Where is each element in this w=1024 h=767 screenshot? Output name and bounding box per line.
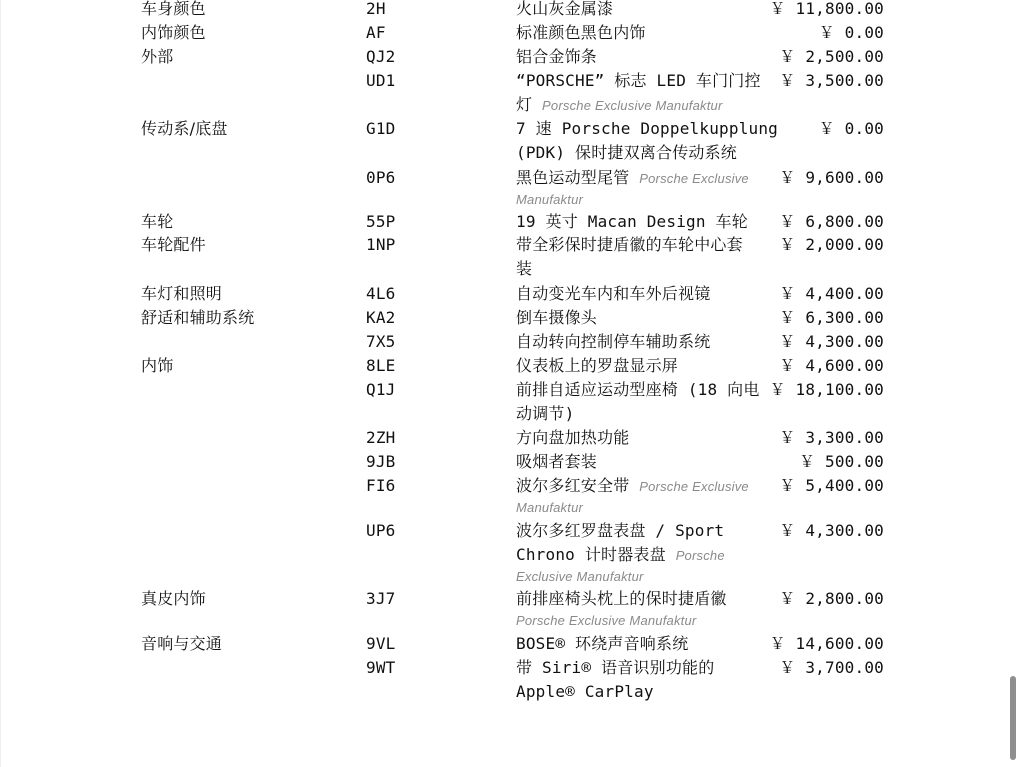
row-description: BOSE® 环绕声音响系统 [516, 634, 689, 653]
row-code: AF [366, 23, 386, 42]
row-category: 舒适和辅助系统 [141, 308, 255, 327]
row-description: 波尔多红安全带 Porsche Exclusive Manufaktur [516, 474, 768, 518]
row-price: ￥ 2,500.00 [779, 47, 884, 66]
row-price: ￥ 9,600.00 [779, 168, 884, 187]
row-code: G1D [366, 119, 396, 138]
row-code: 8LE [366, 356, 396, 375]
row-code: 2H [366, 0, 386, 18]
row-description: 吸烟者套装 [516, 452, 598, 471]
row-price: ￥ 6,800.00 [779, 212, 884, 231]
row-price: ￥ 4,600.00 [779, 356, 884, 375]
row-description: 仪表板上的罗盘显示屏 [516, 356, 679, 375]
row-category: 传动系/底盘 [141, 119, 228, 138]
row-description: 波尔多红罗盘表盘 / Sport Chrono 计时器表盘 Porsche Exclusive Manufaktur [516, 519, 768, 587]
row-price: ￥ 500.00 [798, 452, 884, 471]
row-description: 前排座椅头枕上的保时捷盾徽 Porsche Exclusive Manufaktur [516, 587, 768, 631]
row-code: 9VL [366, 634, 396, 653]
row-description: 倒车摄像头 [516, 308, 598, 327]
row-price: ￥ 18,100.00 [769, 380, 884, 399]
row-price: ￥ 4,300.00 [779, 521, 884, 540]
row-category: 内饰 [141, 356, 174, 375]
vertical-scrollbar[interactable] [1010, 676, 1016, 760]
row-price: ￥ 3,500.00 [779, 71, 884, 90]
row-code: 3J7 [366, 589, 396, 608]
row-price: ￥ 14,600.00 [769, 634, 884, 653]
row-price: ￥ 3,700.00 [779, 658, 884, 677]
row-code: 2ZH [366, 428, 396, 447]
row-description: 19 英寸 Macan Design 车轮 [516, 212, 748, 231]
row-description: 7 速 Porsche Doppelkupplung (PDK) 保时捷双离合传动系统 [516, 119, 779, 162]
row-description: “PORSCHE” 标志 LED 车门门控 灯 Porsche Exclusive Manufaktur [516, 71, 761, 114]
row-description: 前排自适应运动型座椅 (18 向电 动调节) [516, 380, 760, 423]
manufaktur-note: Manufaktur [516, 192, 584, 207]
row-code: 9WT [366, 658, 396, 677]
row-description: 标准颜色黑色内饰 [516, 23, 646, 42]
row-description: 黑色运动型尾管 Porsche Exclusive Manufaktur [516, 166, 768, 210]
row-price: ￥ 6,300.00 [779, 308, 884, 327]
row-category: 音响与交通 [141, 634, 223, 653]
manufaktur-note: Porsche Exclusive Manufaktur [516, 613, 697, 628]
row-category: 车轮 [141, 212, 174, 231]
row-code: 55P [366, 212, 396, 231]
manufaktur-note: Porsche Exclusive [639, 479, 749, 494]
row-description: 铝合金饰条 [516, 47, 598, 66]
row-description: 自动转向控制停车辅助系统 [516, 332, 711, 351]
row-category: 车轮配件 [141, 235, 206, 254]
manufaktur-note: Porsche [675, 548, 725, 563]
row-category: 车身颜色 [141, 0, 206, 18]
row-code: 4L6 [366, 284, 396, 303]
row-code: KA2 [366, 308, 396, 327]
row-description: 自动变光车内和车外后视镜 [516, 284, 711, 303]
row-description: 带 Siri® 语音识别功能的 Apple® CarPlay [516, 658, 715, 701]
row-price: ￥ 0.00 [818, 23, 884, 42]
row-description: 火山灰金属漆 [516, 0, 614, 18]
row-price: ￥ 2,000.00 [779, 235, 884, 254]
row-price: ￥ 3,300.00 [779, 428, 884, 447]
manufaktur-note: Exclusive Manufaktur [516, 569, 644, 584]
row-code: 1NP [366, 235, 396, 254]
row-code: QJ2 [366, 47, 396, 66]
row-price: ￥ 4,400.00 [779, 284, 884, 303]
row-code: 9JB [366, 452, 396, 471]
row-price: ￥ 5,400.00 [779, 476, 884, 495]
row-code: UP6 [366, 521, 396, 540]
row-category: 内饰颜色 [141, 23, 206, 42]
row-price: ￥ 11,800.00 [769, 0, 884, 18]
manufaktur-note: Porsche Exclusive Manufaktur [542, 98, 723, 113]
manufaktur-note: Manufaktur [516, 500, 584, 515]
row-code: FI6 [366, 476, 396, 495]
manufaktur-note: Porsche Exclusive [639, 171, 749, 186]
row-category: 车灯和照明 [141, 284, 223, 303]
row-description: 方向盘加热功能 [516, 428, 630, 447]
row-code: UD1 [366, 71, 396, 90]
row-price: ￥ 0.00 [818, 119, 884, 138]
row-code: 7X5 [366, 332, 396, 351]
row-category: 外部 [141, 47, 174, 66]
row-description: 带全彩保时捷盾徽的车轮中心套 装 [516, 235, 743, 278]
row-code: Q1J [366, 380, 396, 399]
row-code: 0P6 [366, 168, 396, 187]
row-price: ￥ 4,300.00 [779, 332, 884, 351]
row-price: ￥ 2,800.00 [779, 589, 884, 608]
row-category: 真皮内饰 [141, 589, 206, 608]
